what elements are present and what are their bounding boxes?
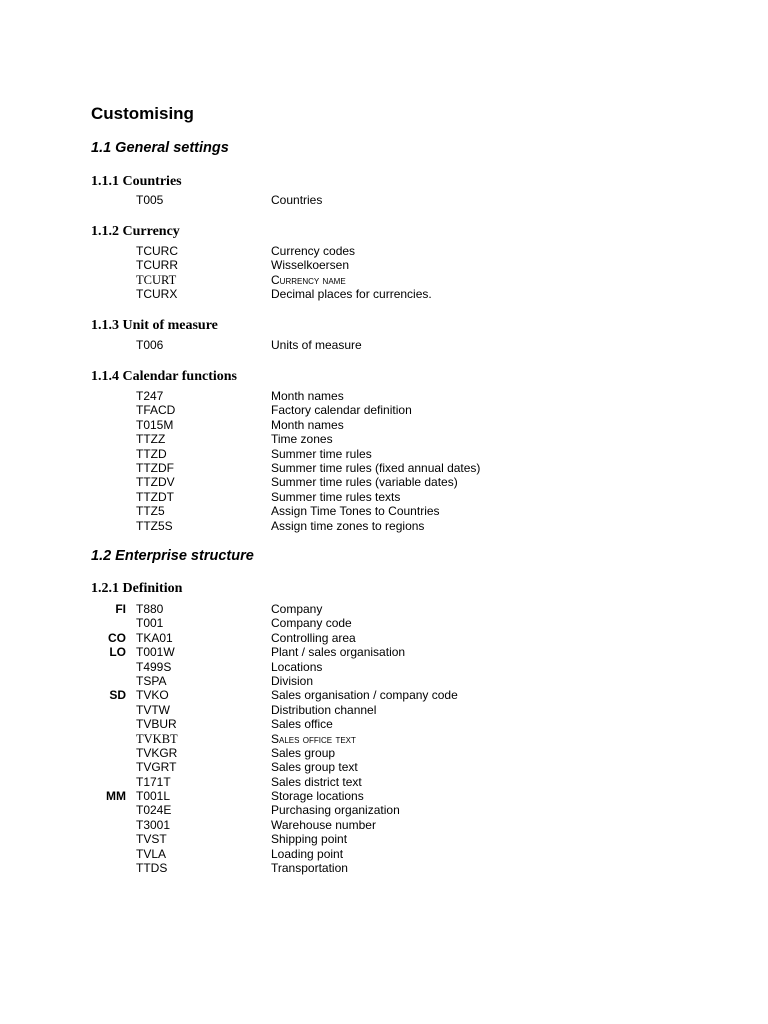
table-description: Sales office [271, 717, 333, 732]
table-description: Plant / sales organisation [271, 645, 406, 660]
table-row [0, 674, 768, 688]
table-description: Assign time zones to regions [271, 518, 425, 533]
module-tag: CO [108, 630, 126, 645]
table-code: TVKGR [136, 745, 178, 760]
table-description: Assign Time Tones to Countries [271, 504, 440, 519]
table-description: Summer time rules texts [271, 489, 401, 504]
table-row [0, 447, 768, 461]
table-code: TTDS [136, 861, 168, 876]
table-row [0, 287, 768, 301]
table-description: Sales group [271, 745, 336, 760]
table-description: Transportation [271, 861, 348, 876]
page-title: Customising [91, 104, 194, 123]
table-code: TVST [136, 832, 167, 847]
table-row [0, 461, 768, 475]
table-row [0, 338, 768, 352]
table-description: Month names [271, 417, 344, 432]
table-row [0, 789, 768, 803]
table-row [0, 645, 768, 659]
table-code: T024E [136, 803, 172, 818]
subsection-heading-countries: 1.1.1 Countries [91, 174, 182, 189]
table-description: Factory calendar definition [271, 403, 412, 418]
table-description: Loading point [271, 846, 344, 861]
table-row [0, 273, 768, 287]
table-description: Units of measure [271, 338, 362, 352]
countries-table [0, 193, 768, 207]
table-row [0, 631, 768, 645]
table-code: TTZ5 [136, 504, 165, 519]
table-description: Decimal places for currencies. [271, 287, 432, 302]
table-row [0, 861, 768, 875]
table-row [0, 519, 768, 533]
table-description: Sales group text [271, 760, 358, 775]
module-tag: FI [115, 602, 126, 616]
section-heading-general-settings: 1.1 General settings [91, 140, 229, 156]
table-row [0, 418, 768, 432]
subsection-heading-definition: 1.2.1 Definition [91, 581, 183, 596]
table-description: Currency name [271, 272, 346, 287]
table-row [0, 775, 768, 789]
module-tag: LO [109, 645, 126, 660]
table-description: Month names [271, 389, 344, 403]
table-description: Sales organisation / company code [271, 688, 458, 703]
table-code: TTZZ [136, 432, 166, 447]
table-code: T001L [136, 789, 171, 804]
table-code: TTZDT [136, 489, 174, 504]
table-row [0, 732, 768, 746]
table-description: Division [271, 673, 314, 688]
table-code: TVLA [136, 846, 167, 861]
table-row [0, 803, 768, 817]
table-code: TVTW [136, 702, 170, 717]
table-description: Company [271, 602, 323, 616]
table-row [0, 703, 768, 717]
currency-table [0, 244, 768, 302]
table-code: TVGRT [136, 760, 177, 775]
table-code: T001W [136, 645, 175, 660]
table-row [0, 818, 768, 832]
calendar-functions-table [0, 389, 768, 533]
table-code: TCURR [136, 258, 178, 273]
table-code: T015M [136, 417, 174, 432]
unit-of-measure-table [0, 338, 768, 352]
table-code: TFACD [136, 403, 176, 418]
table-description: Shipping point [271, 832, 348, 847]
table-row [0, 490, 768, 504]
table-row [0, 193, 768, 207]
table-row [0, 403, 768, 417]
table-row [0, 244, 768, 258]
table-row [0, 475, 768, 489]
table-row [0, 746, 768, 760]
table-code: TTZDV [136, 475, 175, 490]
module-tag: MM [106, 789, 126, 804]
table-description: Summer time rules (variable dates) [271, 475, 458, 490]
table-row [0, 688, 768, 702]
table-code: T499S [136, 659, 172, 674]
subsection-heading-calendar-functions: 1.1.4 Calendar functions [91, 369, 237, 384]
table-code: TCURT [136, 272, 177, 287]
table-row [0, 432, 768, 446]
table-description: Wisselkoersen [271, 258, 350, 273]
table-description: Summer time rules [271, 446, 372, 461]
table-row [0, 717, 768, 731]
table-description: Storage locations [271, 789, 364, 804]
table-row [0, 258, 768, 272]
table-row [0, 660, 768, 674]
table-row [0, 616, 768, 630]
table-code: TVKO [136, 688, 169, 703]
table-description: Currency codes [271, 244, 356, 258]
table-code: TTZD [136, 446, 167, 461]
table-code: T005 [136, 193, 164, 207]
table-code: TKA01 [136, 630, 173, 645]
table-row [0, 760, 768, 774]
table-description: Purchasing organization [271, 803, 400, 818]
table-description: Distribution channel [271, 702, 377, 717]
subsection-heading-unit-of-measure: 1.1.3 Unit of measure [91, 318, 218, 333]
table-row [0, 602, 768, 616]
subsection-heading-currency: 1.1.2 Currency [91, 224, 180, 239]
table-row [0, 389, 768, 403]
table-code: T171T [136, 774, 171, 789]
table-description: Time zones [271, 432, 333, 447]
table-description: Countries [271, 193, 323, 207]
table-description: Controlling area [271, 630, 356, 645]
table-row [0, 832, 768, 846]
table-row [0, 504, 768, 518]
table-code: TTZ5S [136, 518, 173, 533]
table-row [0, 847, 768, 861]
table-code: T006 [136, 338, 164, 352]
table-description: Company code [271, 616, 352, 631]
table-code: TTZDF [136, 460, 174, 475]
table-code: TVBUR [136, 717, 177, 732]
module-tag: SD [109, 688, 126, 703]
table-description: Sales office text [271, 731, 356, 746]
definition-table [0, 602, 768, 875]
table-code: T001 [136, 616, 164, 631]
table-description: Locations [271, 659, 323, 674]
table-code: T3001 [136, 817, 171, 832]
table-code: TSPA [136, 673, 167, 688]
section-heading-enterprise-structure: 1.2 Enterprise structure [91, 548, 254, 564]
table-code: TCURX [136, 287, 178, 302]
table-code: TVKBT [136, 731, 178, 746]
table-code: T880 [136, 602, 164, 616]
table-description: Summer time rules (fixed annual dates) [271, 460, 481, 475]
table-description: Warehouse number [271, 817, 376, 832]
table-description: Sales district text [271, 774, 362, 789]
table-code: T247 [136, 389, 164, 403]
table-code: TCURC [136, 244, 178, 258]
